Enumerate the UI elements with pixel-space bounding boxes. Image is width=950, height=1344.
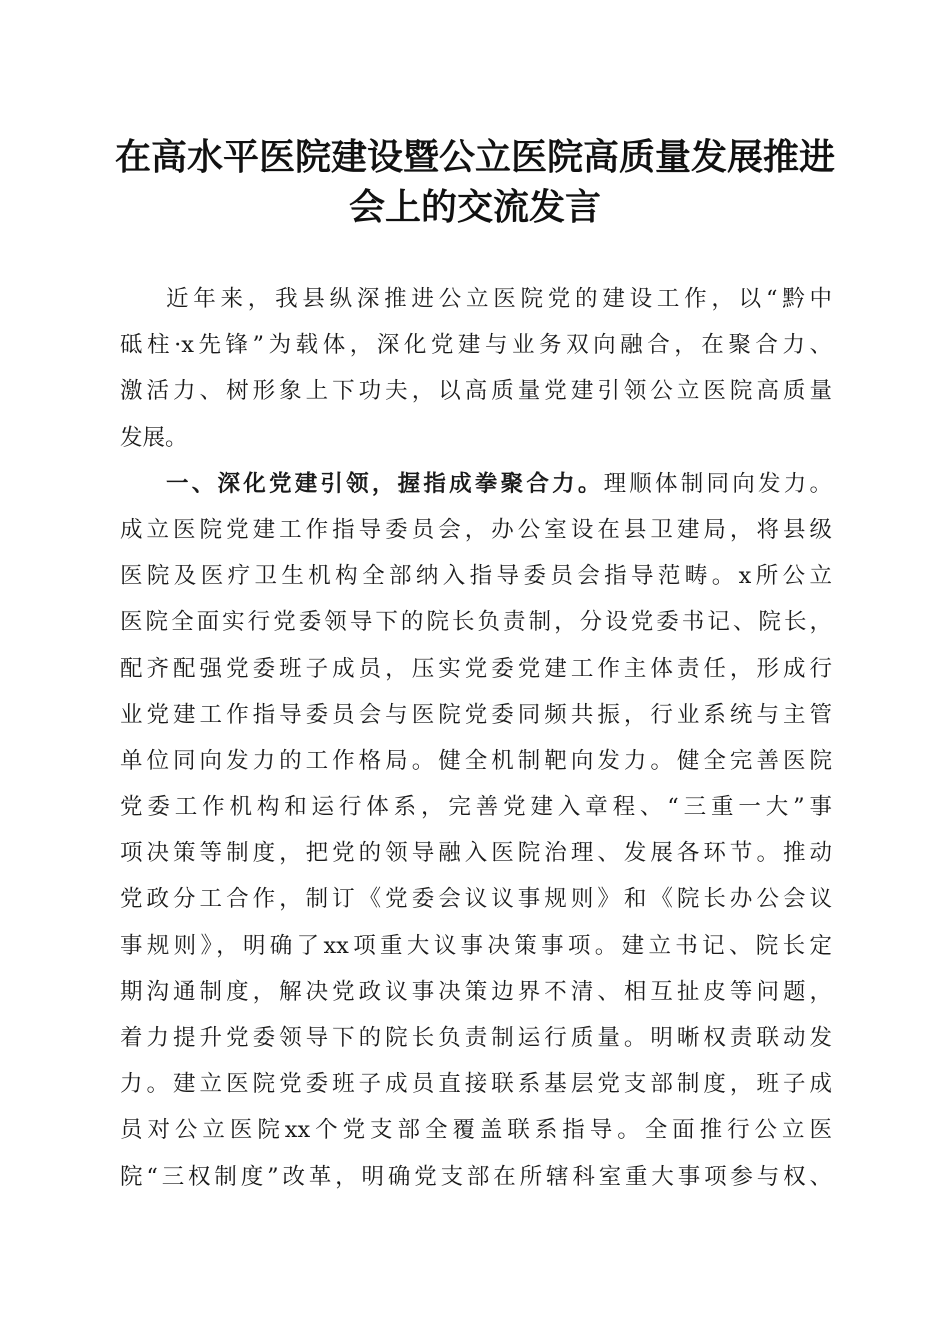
text-line: 业党建工作指导委员会与医院党委同频共振，行业系统与主管 <box>120 701 832 728</box>
text-line: 着力提升党委领导下的院长负责制运行质量。明晰权责联动发 <box>120 1025 832 1051</box>
text-line: 事规则》，明确了xx项重大议事决策事项。建立书记、院长定 <box>120 932 832 959</box>
text-line: 员对公立医院xx个党支部全覆盖联系指导。全面推行公立医 <box>120 1117 832 1144</box>
section-1-heading: 一、深化党建引领，握指成拳聚合力。 <box>166 470 604 497</box>
text-line: 近年来，我县纵深推进公立医院党的建设工作，以“黔中 <box>166 286 832 312</box>
paragraph-intro <box>120 276 832 461</box>
section-1-first-line-rest: 理顺体制同向发力。 <box>603 470 832 497</box>
text-line: 成立医院党建工作指导委员会，办公室设在县卫建局，将县级 <box>120 516 832 543</box>
document-title <box>110 132 840 232</box>
section-1-paragraph <box>120 461 832 1200</box>
text-line: 院“三权制度”改革，明确党支部在所辖科室重大事项参与权、 <box>120 1163 832 1190</box>
title-line-2: 会上的交流发言 <box>348 186 601 228</box>
text-line: 单位同向发力的工作格局。健全机制靶向发力。健全完善医院 <box>120 747 832 774</box>
text-line: 砥柱·x先锋”为载体，深化党建与业务双向融合，在聚合力、 <box>120 332 832 359</box>
text-line: 医院全面实行党委领导下的院长负责制，分设党委书记、院长， <box>120 609 832 636</box>
text-line: 力。建立医院党委班子成员直接联系基层党支部制度，班子成 <box>120 1071 832 1098</box>
text-line: 党政分工合作，制订《党委会议议事规则》和《院长办公会议 <box>120 886 832 913</box>
text-line: 配齐配强党委班子成员，压实党委党建工作主体责任，形成行 <box>120 655 832 682</box>
text-line: 党委工作机构和运行体系，完善党建入章程、“三重一大”事 <box>120 794 832 821</box>
text-line: 发展。 <box>120 424 188 451</box>
document-body <box>120 276 832 1200</box>
text-line: 项决策等制度，把党的领导融入医院治理、发展各环节。推动 <box>120 840 832 867</box>
title-line-1: 在高水平医院建设暨公立医院高质量发展推进 <box>114 136 835 178</box>
text-line: 医院及医疗卫生机构全部纳入指导委员会指导范畴。x所公立 <box>120 563 832 590</box>
text-line: 激活力、树形象上下功夫，以高质量党建引领公立医院高质量 <box>120 378 832 405</box>
text-line: 期沟通制度，解决党政议事决策边界不清、相互扯皮等问题， <box>120 978 832 1005</box>
section-1-first-line <box>120 461 832 507</box>
